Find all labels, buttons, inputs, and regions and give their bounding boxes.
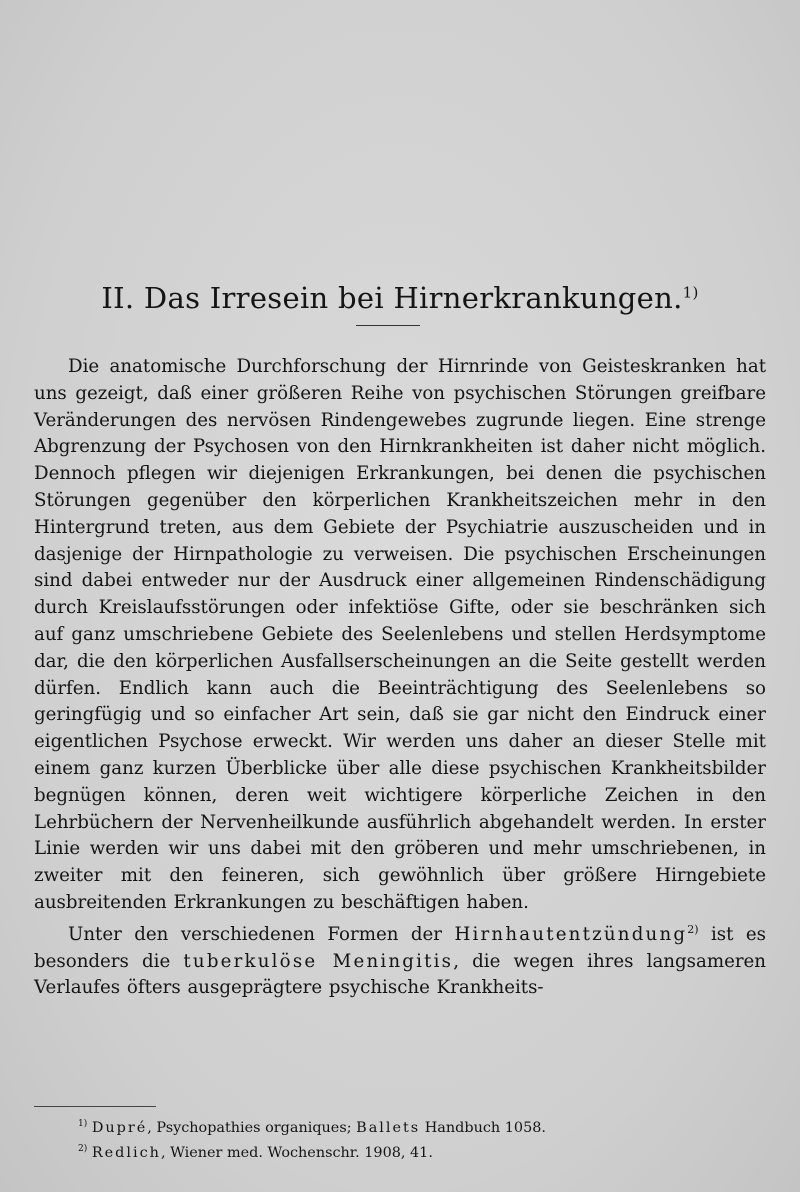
paragraph-2-part-c: , die wegen ihres langsameren Verlaufes öfters ausgeprägtere psychische Krankheits- <box>34 950 767 999</box>
footnote-2-text: , Wiener med. Wochenschr. 1908, 41. <box>160 1144 433 1161</box>
footnote-divider <box>34 1106 156 1107</box>
footnote-2-mark: 2) <box>78 1143 88 1154</box>
chapter-title <box>0 281 800 315</box>
footnote-2-author: Redlich <box>91 1144 161 1161</box>
footnote-1-author-2: Ballets <box>356 1119 421 1136</box>
footnote-1 <box>78 1114 768 1139</box>
chapter-title-text: II. Das Irresein bei Hirnerkrankungen. <box>101 281 683 316</box>
paragraph-2 <box>34 917 766 1002</box>
paragraph-2-part-b: ist es besonders die <box>34 923 766 972</box>
footnote-2 <box>78 1139 768 1164</box>
paragraph-2-part-a: Unter den verschiedenen Formen der <box>68 923 455 945</box>
term-hirnhautentzuendung: Hirnhautentzündung <box>454 923 688 945</box>
paragraph-1: Die anatomische Durchforschung der Hirnrinde von Geisteskranken hat uns gezeigt, daß einer größeren Reihe von psychischen Störungen greifbare Veränderungen des nervösen Rindengewebes zugrunde liegen. Eine strenge Abgrenzung der Psychosen von den Hirnkrankheiten ist daher nicht möglich. Dennoch pflegen wir diejenigen Erkrankungen, bei denen die psychischen Störungen gegenüber den körperlichen Krankheitszeichen mehr in den Hintergrund treten, aus dem Gebiete der Psychiatrie auszuscheiden und in dasjenige der Hirnpathologie zu verweisen. Die psychischen Erscheinungen sind dabei entweder nur der Ausdruck einer allgemeinen Rindenschädigung durch Kreislaufsstörungen oder infektiöse Gifte, oder sie beschränken sich auf ganz umschriebene Gebiete des Seelenlebens und stellen Herdsymptome dar, die den körperlichen Ausfallserscheinungen an die Seite gestellt werden dürfen. Endlich kann auch die Beeinträchtigung des Seelenlebens so geringfügig und so einfacher Art sein, daß sie gar nicht den Eindruck einer eigentlichen Psychose erweckt. Wir werden uns daher an dieser Stelle mit einem ganz kurzen Überblicke über alle diese psychischen Krankheitsbilder begnügen können, deren weit wichtigere körperliche Zeichen in den Lehrbüchern der Nervenheilkunde ausführlich abgehandelt werden. In erster Linie werden wir uns dabei mit den gröberen und mehr umschriebenen, in zweiter mit den feineren, sich gewöhnlich über größere Hirngebiete ausbreitenden Erkrankungen zu beschäftigen haben. <box>34 356 766 913</box>
footnotes <box>78 1114 768 1164</box>
footnote-mark-2: 2) <box>687 922 699 936</box>
title-footnote-mark: 1) <box>682 283 699 302</box>
footnote-1-text-b: Handbuch 1058. <box>420 1119 546 1136</box>
footnote-1-text-a: , Psychopathies organiques; <box>147 1119 357 1136</box>
title-divider <box>356 325 420 326</box>
footnote-1-author: Dupré <box>91 1119 148 1136</box>
term-tuberkuloese-meningitis: tuberkulöse Meningitis <box>183 950 454 972</box>
body-text <box>34 354 766 1002</box>
footnote-1-mark: 1) <box>78 1119 88 1129</box>
